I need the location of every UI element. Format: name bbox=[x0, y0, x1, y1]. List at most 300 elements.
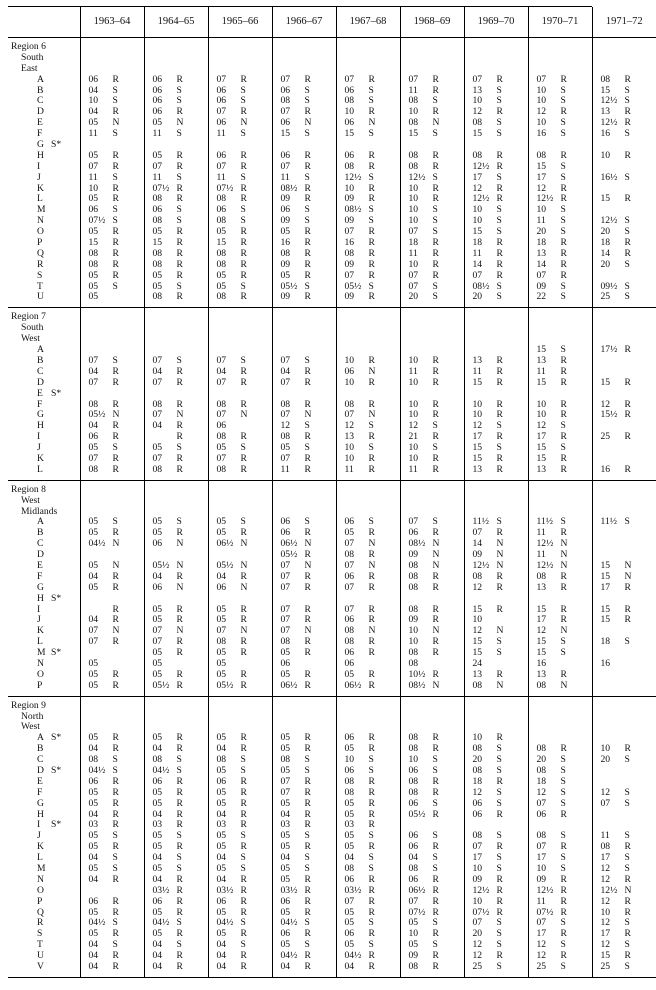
rate-code: N bbox=[497, 681, 509, 692]
rate-value: 09 bbox=[345, 194, 369, 205]
rate-value: 04 bbox=[281, 810, 305, 821]
rate-entry bbox=[281, 173, 336, 184]
rate-code: R bbox=[369, 951, 381, 962]
rate-value: 15 bbox=[601, 615, 625, 626]
rate-value: 12½ bbox=[601, 216, 625, 227]
rate-value: 05 bbox=[217, 831, 241, 842]
rate-code: S bbox=[305, 129, 317, 140]
rate-entry bbox=[217, 129, 272, 140]
rate-value: 07 bbox=[281, 572, 305, 583]
rate-value: 10 bbox=[473, 897, 497, 908]
rate-entry bbox=[153, 897, 208, 908]
rate-code: S bbox=[561, 864, 573, 875]
row-label bbox=[11, 260, 80, 271]
rate-value: 25 bbox=[601, 292, 625, 303]
rate-value: 06 bbox=[345, 367, 369, 378]
rate-value: 04 bbox=[217, 951, 241, 962]
rate-code: R bbox=[625, 432, 637, 443]
rate-code: S bbox=[177, 766, 189, 777]
rate-value: 13 bbox=[537, 670, 561, 681]
rate-entry bbox=[409, 810, 464, 821]
rate-value: 05 bbox=[153, 831, 177, 842]
rate-value: 05 bbox=[217, 615, 241, 626]
rate-code: R bbox=[561, 454, 573, 465]
rate-code: R bbox=[561, 75, 573, 86]
region-block bbox=[8, 696, 656, 977]
rate-value: 17 bbox=[601, 583, 625, 594]
rate-value: 08½ bbox=[473, 282, 497, 293]
year-column-cell bbox=[400, 308, 464, 480]
rate-entry bbox=[217, 799, 272, 810]
rate-value: 12 bbox=[473, 184, 497, 195]
rate-code: R bbox=[561, 810, 573, 821]
rate-value: 07 bbox=[345, 227, 369, 238]
rate-code: R bbox=[241, 260, 253, 271]
rate-code: S bbox=[433, 831, 445, 842]
rate-code: R bbox=[625, 615, 637, 626]
rate-entry bbox=[345, 271, 400, 282]
rate-code: N bbox=[497, 626, 509, 637]
rate-code: S bbox=[177, 356, 189, 367]
row-label bbox=[11, 940, 80, 951]
rate-code: S bbox=[625, 940, 637, 951]
rate-value: 04½ bbox=[89, 539, 113, 550]
row-label bbox=[11, 561, 80, 572]
rate-value: 05 bbox=[153, 799, 177, 810]
rate-code: R bbox=[177, 249, 189, 260]
rate-value: 15 bbox=[473, 454, 497, 465]
authority-status: S* bbox=[51, 820, 61, 831]
authority-letter: A bbox=[11, 733, 51, 744]
rate-value: 07 bbox=[281, 605, 305, 616]
rate-value: 07 bbox=[281, 356, 305, 367]
rate-value: 11 bbox=[537, 216, 561, 227]
rate-value: 11 bbox=[537, 897, 561, 908]
rate-value: 08 bbox=[473, 831, 497, 842]
rate-value: 05 bbox=[217, 528, 241, 539]
authority-letter: S bbox=[11, 929, 51, 940]
rate-entry bbox=[409, 897, 464, 908]
rate-code: S bbox=[369, 86, 381, 97]
year-column-cell bbox=[80, 696, 144, 977]
authority-letter: I bbox=[11, 162, 51, 173]
rate-value: 05 bbox=[345, 528, 369, 539]
rate-code: R bbox=[241, 107, 253, 118]
rate-value: 15 bbox=[473, 129, 497, 140]
year-column-cell bbox=[528, 308, 592, 480]
rate-code: R bbox=[561, 929, 573, 940]
rate-value: 12 bbox=[537, 184, 561, 195]
rate-value: 10 bbox=[409, 216, 433, 227]
rate-entry bbox=[409, 292, 464, 303]
row-label bbox=[11, 842, 80, 853]
rate-value: 06½ bbox=[281, 681, 305, 692]
rate-value: 12½ bbox=[601, 886, 625, 897]
rate-code: R bbox=[113, 908, 125, 919]
rate-value: 08 bbox=[409, 864, 433, 875]
rate-value: 09 bbox=[537, 875, 561, 886]
rate-entry bbox=[217, 897, 272, 908]
rate-value: 08 bbox=[281, 249, 305, 260]
rate-value: 10 bbox=[473, 205, 497, 216]
rate-code: N bbox=[497, 561, 509, 572]
rate-value: 12 bbox=[537, 107, 561, 118]
rate-code: R bbox=[433, 875, 445, 886]
authority-letter: K bbox=[11, 842, 51, 853]
rate-value: 09 bbox=[281, 292, 305, 303]
authority-letter: C bbox=[11, 539, 51, 550]
authority-letter: F bbox=[11, 788, 51, 799]
rate-value: 04 bbox=[153, 951, 177, 962]
rate-value: 10 bbox=[601, 908, 625, 919]
rate-code: R bbox=[305, 670, 317, 681]
rate-code: N bbox=[433, 539, 445, 550]
rate-code: R bbox=[561, 356, 573, 367]
rate-code: R bbox=[369, 356, 381, 367]
rate-value: 11 bbox=[473, 367, 497, 378]
rate-value: 08½ bbox=[409, 539, 433, 550]
authority-letter: R bbox=[11, 918, 51, 929]
rate-code: S bbox=[625, 831, 637, 842]
rate-value: 05 bbox=[217, 842, 241, 853]
rate-value: 05 bbox=[89, 561, 113, 572]
rate-value: 15 bbox=[601, 605, 625, 616]
rate-code: S bbox=[625, 788, 637, 799]
rate-value: 10 bbox=[345, 443, 369, 454]
rate-code: S bbox=[305, 421, 317, 432]
rate-code: R bbox=[561, 465, 573, 476]
rate-code: R bbox=[433, 238, 445, 249]
rate-code: S bbox=[625, 227, 637, 238]
rate-code: S bbox=[113, 517, 125, 528]
rate-code: R bbox=[305, 260, 317, 271]
rate-value: 05 bbox=[89, 583, 113, 594]
rate-value: 08 bbox=[153, 216, 177, 227]
row-label bbox=[11, 648, 80, 659]
rate-code: R bbox=[241, 194, 253, 205]
rate-value: 05 bbox=[217, 733, 241, 744]
rate-code: R bbox=[625, 75, 637, 86]
rate-value: 10 bbox=[409, 626, 433, 637]
rate-code: R bbox=[305, 572, 317, 583]
rate-value: 10 bbox=[345, 755, 369, 766]
rate-code: R bbox=[113, 615, 125, 626]
rate-value: 11 bbox=[537, 528, 561, 539]
rate-code: R bbox=[561, 194, 573, 205]
rate-value: 11 bbox=[153, 129, 177, 140]
rate-value: 08 bbox=[217, 637, 241, 648]
region-name-line: South bbox=[11, 323, 80, 334]
row-label bbox=[11, 400, 80, 411]
rate-value: 05 bbox=[217, 908, 241, 919]
rate-code: R bbox=[497, 454, 509, 465]
rate-code: S bbox=[369, 443, 381, 454]
rate-code: S bbox=[561, 86, 573, 97]
rate-code: R bbox=[113, 744, 125, 755]
rate-code: N bbox=[497, 539, 509, 550]
rate-value: 05 bbox=[153, 864, 177, 875]
rate-entry bbox=[217, 378, 272, 389]
rate-entry bbox=[89, 875, 144, 886]
rate-code: R bbox=[433, 605, 445, 616]
authority-letter: A bbox=[11, 75, 51, 86]
rate-value: 14 bbox=[537, 260, 561, 271]
rate-value: 08 bbox=[409, 118, 433, 129]
rate-value: 09 bbox=[409, 615, 433, 626]
rate-value: 05 bbox=[89, 733, 113, 744]
year-column-cell bbox=[592, 480, 656, 696]
rate-entry bbox=[537, 75, 592, 86]
rate-value: 03 bbox=[217, 820, 241, 831]
rate-value: 07 bbox=[281, 410, 305, 421]
rate-value: 09 bbox=[281, 194, 305, 205]
rate-value: 05 bbox=[153, 271, 177, 282]
rate-code: S bbox=[433, 766, 445, 777]
rate-code: R bbox=[177, 842, 189, 853]
rate-value: 09 bbox=[345, 260, 369, 271]
rate-value: 10 bbox=[537, 864, 561, 875]
rate-code: S bbox=[561, 918, 573, 929]
rate-entry bbox=[473, 810, 528, 821]
rate-code: R bbox=[369, 799, 381, 810]
rate-value: 16 bbox=[537, 129, 561, 140]
rate-code: R bbox=[113, 271, 125, 282]
rate-entry bbox=[601, 539, 656, 550]
rate-value: 08 bbox=[217, 465, 241, 476]
rate-value: 10 bbox=[409, 454, 433, 465]
rate-value: 07 bbox=[473, 918, 497, 929]
rate-value: 07 bbox=[409, 897, 433, 908]
rate-entry bbox=[473, 75, 528, 86]
rate-code: S bbox=[113, 216, 125, 227]
year-column-cell bbox=[400, 696, 464, 977]
rate-code: R bbox=[113, 572, 125, 583]
rate-value: 08 bbox=[217, 249, 241, 260]
rate-code: S bbox=[113, 853, 125, 864]
rate-value: 05 bbox=[281, 744, 305, 755]
rate-code: R bbox=[241, 271, 253, 282]
rate-entry bbox=[89, 465, 144, 476]
rate-code: S bbox=[561, 940, 573, 951]
rate-code: R bbox=[305, 929, 317, 940]
rate-value: 07 bbox=[537, 271, 561, 282]
rate-code: R bbox=[305, 810, 317, 821]
rate-code: R bbox=[305, 681, 317, 692]
rate-code: R bbox=[561, 238, 573, 249]
year-column-cell bbox=[144, 480, 208, 696]
rate-code: R bbox=[113, 820, 125, 831]
authority-letter: C bbox=[11, 96, 51, 107]
authority-letter: Q bbox=[11, 908, 51, 919]
authority-letter: H bbox=[11, 421, 51, 432]
rate-value: 03½ bbox=[281, 886, 305, 897]
rate-value: 07 bbox=[281, 583, 305, 594]
rate-code: N bbox=[177, 561, 189, 572]
rate-code: S bbox=[497, 766, 509, 777]
rate-value: 06 bbox=[345, 766, 369, 777]
document-page bbox=[8, 6, 592, 978]
rate-value: 07½ bbox=[89, 216, 113, 227]
rate-value: 07 bbox=[409, 227, 433, 238]
row-label bbox=[11, 908, 80, 919]
rate-value: 10 bbox=[345, 107, 369, 118]
rate-value: 17 bbox=[537, 173, 561, 184]
row-label bbox=[11, 367, 80, 378]
rate-code: S bbox=[177, 216, 189, 227]
rate-code: S bbox=[241, 129, 253, 140]
rate-entry bbox=[409, 129, 464, 140]
rate-value: 08 bbox=[409, 572, 433, 583]
rate-code: S bbox=[561, 96, 573, 107]
rate-code: N bbox=[369, 118, 381, 129]
rate-code: R bbox=[305, 744, 317, 755]
rate-code: R bbox=[113, 605, 125, 616]
rate-entry bbox=[537, 173, 592, 184]
rate-code: R bbox=[433, 151, 445, 162]
region-name-line: West bbox=[11, 722, 80, 733]
rate-value: 10 bbox=[409, 107, 433, 118]
rate-code: S bbox=[625, 282, 637, 293]
rate-code: S bbox=[561, 788, 573, 799]
rate-value: 04 bbox=[89, 810, 113, 821]
rate-value: 05 bbox=[89, 670, 113, 681]
rate-code: R bbox=[625, 400, 637, 411]
rate-code: R bbox=[305, 184, 317, 195]
rate-code: S bbox=[625, 260, 637, 271]
rate-value: 05 bbox=[89, 908, 113, 919]
rate-code: S bbox=[241, 205, 253, 216]
rate-code: R bbox=[625, 583, 637, 594]
row-label bbox=[11, 550, 80, 561]
authority-letter: E bbox=[11, 561, 51, 572]
rate-value: 13 bbox=[537, 249, 561, 260]
rate-value: 08 bbox=[345, 249, 369, 260]
rate-code: R bbox=[305, 962, 317, 973]
rate-entry bbox=[345, 681, 400, 692]
rate-code: N bbox=[561, 681, 573, 692]
rate-entry bbox=[89, 389, 144, 400]
rate-code: S bbox=[241, 766, 253, 777]
rate-entry bbox=[537, 594, 592, 605]
rate-entry bbox=[601, 356, 656, 367]
rate-value: 15 bbox=[89, 238, 113, 249]
rate-value: 15 bbox=[473, 378, 497, 389]
rate-code: R bbox=[497, 897, 509, 908]
rate-entry bbox=[473, 465, 528, 476]
rate-value: 12 bbox=[537, 788, 561, 799]
rate-code: R bbox=[241, 777, 253, 788]
rate-code: S bbox=[177, 129, 189, 140]
rate-code: R bbox=[497, 75, 509, 86]
rate-value: 20 bbox=[601, 260, 625, 271]
rate-value: 12½ bbox=[409, 173, 433, 184]
rate-code: S bbox=[497, 227, 509, 238]
rate-entry bbox=[281, 271, 336, 282]
rate-value: 10 bbox=[537, 400, 561, 411]
rate-code: S bbox=[497, 744, 509, 755]
rate-code: R bbox=[625, 118, 637, 129]
rate-value: 07 bbox=[345, 410, 369, 421]
rate-code: R bbox=[305, 249, 317, 260]
rate-value: 07 bbox=[153, 637, 177, 648]
rate-code: R bbox=[497, 400, 509, 411]
rate-code: N bbox=[305, 539, 317, 550]
rate-value: 08½ bbox=[409, 681, 433, 692]
rate-entry bbox=[601, 897, 656, 908]
rate-code: R bbox=[625, 378, 637, 389]
rate-code: R bbox=[177, 886, 189, 897]
rate-code: S bbox=[433, 918, 445, 929]
rate-code: R bbox=[177, 367, 189, 378]
rate-code: S bbox=[177, 96, 189, 107]
rate-code: R bbox=[113, 162, 125, 173]
row-label bbox=[11, 733, 80, 744]
rate-value: 05 bbox=[345, 842, 369, 853]
rate-entry bbox=[537, 897, 592, 908]
rate-code: R bbox=[433, 378, 445, 389]
rate-code: R bbox=[177, 637, 189, 648]
rate-value: 08 bbox=[473, 151, 497, 162]
rate-value: 11 bbox=[473, 249, 497, 260]
rate-value: 06 bbox=[217, 897, 241, 908]
rate-code: R bbox=[177, 260, 189, 271]
rate-value: 04 bbox=[89, 421, 113, 432]
row-label bbox=[11, 810, 80, 821]
rate-value: 08 bbox=[409, 96, 433, 107]
row-label bbox=[11, 151, 80, 162]
rate-code: S bbox=[433, 205, 445, 216]
rate-entry bbox=[601, 594, 656, 605]
rate-entry bbox=[409, 173, 464, 184]
rate-code: S bbox=[625, 853, 637, 864]
rate-code: N bbox=[241, 539, 253, 550]
rate-value: 04 bbox=[281, 853, 305, 864]
rate-code: N bbox=[497, 550, 509, 561]
rate-value: 13 bbox=[537, 356, 561, 367]
rate-value: 12½ bbox=[473, 886, 497, 897]
authority-letter: J bbox=[11, 615, 51, 626]
rate-code: N bbox=[305, 626, 317, 637]
rate-value: 08 bbox=[153, 755, 177, 766]
rate-value: 15 bbox=[537, 605, 561, 616]
rate-code: R bbox=[561, 605, 573, 616]
rate-value: 07 bbox=[409, 282, 433, 293]
rate-value: 12 bbox=[537, 626, 561, 637]
rate-value: 07 bbox=[89, 637, 113, 648]
rate-code: R bbox=[625, 345, 637, 356]
rate-value: 20 bbox=[473, 929, 497, 940]
rate-entry bbox=[601, 528, 656, 539]
rate-value: 06 bbox=[217, 151, 241, 162]
rate-value: 05 bbox=[153, 670, 177, 681]
row-label bbox=[11, 929, 80, 940]
rate-value: 10 bbox=[473, 864, 497, 875]
region-name-line: Region 6 bbox=[11, 42, 80, 53]
rate-code: S bbox=[433, 292, 445, 303]
rate-value: 13 bbox=[473, 86, 497, 97]
rate-value: 07 bbox=[281, 107, 305, 118]
rate-code: R bbox=[177, 107, 189, 118]
rate-code: R bbox=[113, 637, 125, 648]
authority-letter: L bbox=[11, 637, 51, 648]
rate-code: S bbox=[113, 129, 125, 140]
rate-value: 05 bbox=[89, 194, 113, 205]
rate-entry bbox=[601, 962, 656, 973]
rate-entry bbox=[89, 637, 144, 648]
rate-value: 11 bbox=[409, 367, 433, 378]
rate-code: R bbox=[369, 820, 381, 831]
rate-code: R bbox=[177, 615, 189, 626]
